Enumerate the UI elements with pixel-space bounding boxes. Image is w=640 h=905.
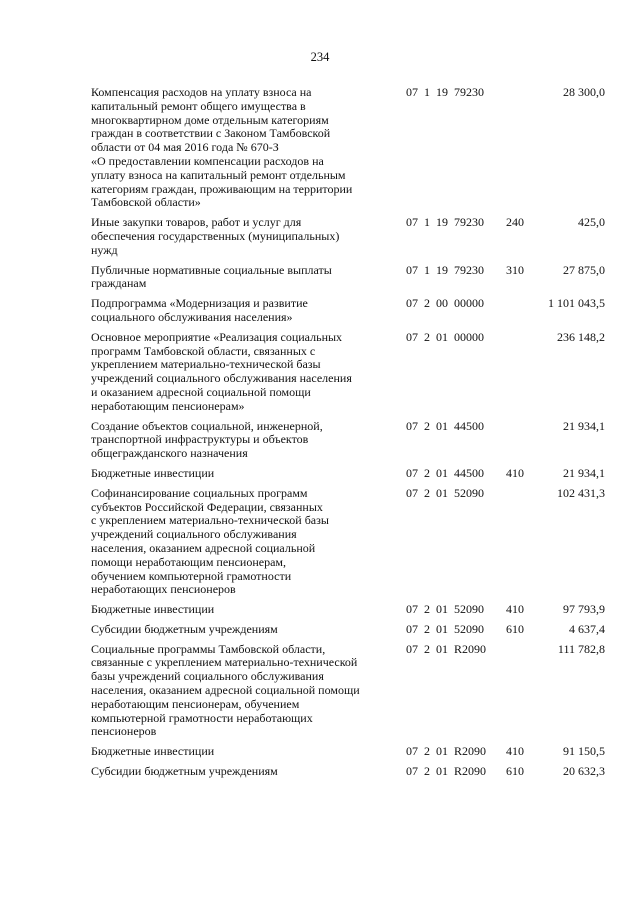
item-name: Субсидии бюджетным учреждениям — [91, 621, 278, 636]
classification-code: 07 2 01 R2090 — [406, 764, 487, 779]
table-row — [91, 623, 611, 637]
item-name: Субсидии бюджетным учреждениям — [91, 764, 278, 779]
table-row — [91, 765, 611, 779]
classification-code: 07 2 01 52090 — [406, 602, 484, 617]
budget-table — [91, 86, 611, 785]
classification-code: 07 2 00 00000 — [406, 296, 484, 311]
item-name: Компенсация расходов на уплату взноса на капитальный ремонт общего имущества в многоквартирном доме отдельным категориям граждан в соответствии с Законом Тамбовской области от 04 мая 2016 года № 670-З «О предоставлении компенсации расходов на уплату взноса на капитальный ремонт отдельным категориям граждан, проживающим на территории Тамбовской области» — [91, 85, 353, 210]
amount: 236 148,2 — [557, 329, 605, 344]
table-row — [91, 487, 611, 597]
table-row — [91, 331, 611, 414]
classification-code: 07 1 19 79230 — [406, 85, 484, 99]
amount: 28 300,0 — [563, 85, 605, 99]
classification-code: 07 2 01 52090 — [406, 485, 484, 500]
table-row — [91, 86, 611, 210]
amount: 20 632,3 — [563, 764, 605, 779]
classification-code: 07 2 01 00000 — [406, 329, 484, 344]
table-row — [91, 264, 611, 292]
expense-type-code: 610 — [506, 764, 524, 779]
table-row — [91, 420, 611, 461]
amount: 102 431,3 — [557, 485, 605, 500]
item-name: Социальные программы Тамбовской области, связанные с укреплением материально-технической базы учреждений социального обслуживания населения, оказанием адресной социальной помощи неработающим пенсионерам, обучением компьютерной грамотности неработающих пенсионеров — [91, 641, 360, 739]
amount: 1 101 043,5 — [548, 296, 605, 311]
amount: 111 782,8 — [557, 641, 605, 656]
item-name: Бюджетные инвестиции — [91, 602, 215, 617]
amount: 21 934,1 — [563, 465, 605, 480]
table-row — [91, 643, 611, 740]
classification-code: 07 1 19 79230 — [406, 262, 484, 277]
item-name: Софинансирование социальных программ субъектов Российской Федерации, связанных с укреплением материально-технической базы учреждений социального обслуживания населения, оказанием адресной социальной помощи неработающим пенсионерам, обучением компьютерной грамотности неработающих пенсионеров — [91, 485, 329, 597]
amount: 4 637,4 — [569, 621, 605, 636]
expense-type-code: 410 — [506, 744, 524, 759]
expense-type-code: 610 — [506, 621, 524, 636]
item-name: Бюджетные инвестиции — [91, 465, 215, 480]
classification-code: 07 2 01 44500 — [406, 465, 484, 480]
classification-code: 07 2 01 R2090 — [406, 641, 487, 656]
table-row — [91, 603, 611, 617]
classification-code: 07 2 01 52090 — [406, 621, 484, 636]
expense-type-code: 240 — [506, 215, 524, 230]
expense-type-code: 410 — [506, 465, 524, 480]
amount: 425,0 — [578, 215, 605, 230]
classification-code: 07 2 01 44500 — [406, 418, 484, 433]
item-name: Подпрограмма «Модернизация и развитие социального обслуживания населения» — [91, 296, 308, 324]
item-name: Основное мероприятие «Реализация социальных программ Тамбовской области, связанных с укреплением материально-технической базы учреждений социального обслуживания населения и оказанием адресной социальной помощи неработающим пенсионерам» — [91, 329, 352, 413]
item-name: Бюджетные инвестиции — [91, 744, 215, 759]
table-row — [91, 297, 611, 325]
page-number: 234 — [310, 50, 330, 64]
table-row — [91, 467, 611, 481]
table-row — [91, 745, 611, 759]
item-name: Публичные нормативные социальные выплаты гражданам — [91, 262, 332, 291]
amount: 91 150,5 — [563, 744, 605, 759]
amount: 97 793,9 — [563, 602, 605, 617]
table-row — [91, 216, 611, 257]
classification-code: 07 1 19 79230 — [406, 215, 484, 230]
amount: 21 934,1 — [563, 418, 605, 433]
item-name: Иные закупки товаров, работ и услуг для обеспечения государственных (муниципальных) нужд — [91, 215, 340, 257]
item-name: Создание объектов социальной, инженерной, транспортной инфраструктуры и объектов общегражданского назначения — [91, 418, 323, 461]
expense-type-code: 310 — [506, 262, 524, 277]
classification-code: 07 2 01 R2090 — [406, 744, 487, 759]
amount: 27 875,0 — [563, 262, 605, 277]
expense-type-code: 410 — [506, 602, 524, 617]
